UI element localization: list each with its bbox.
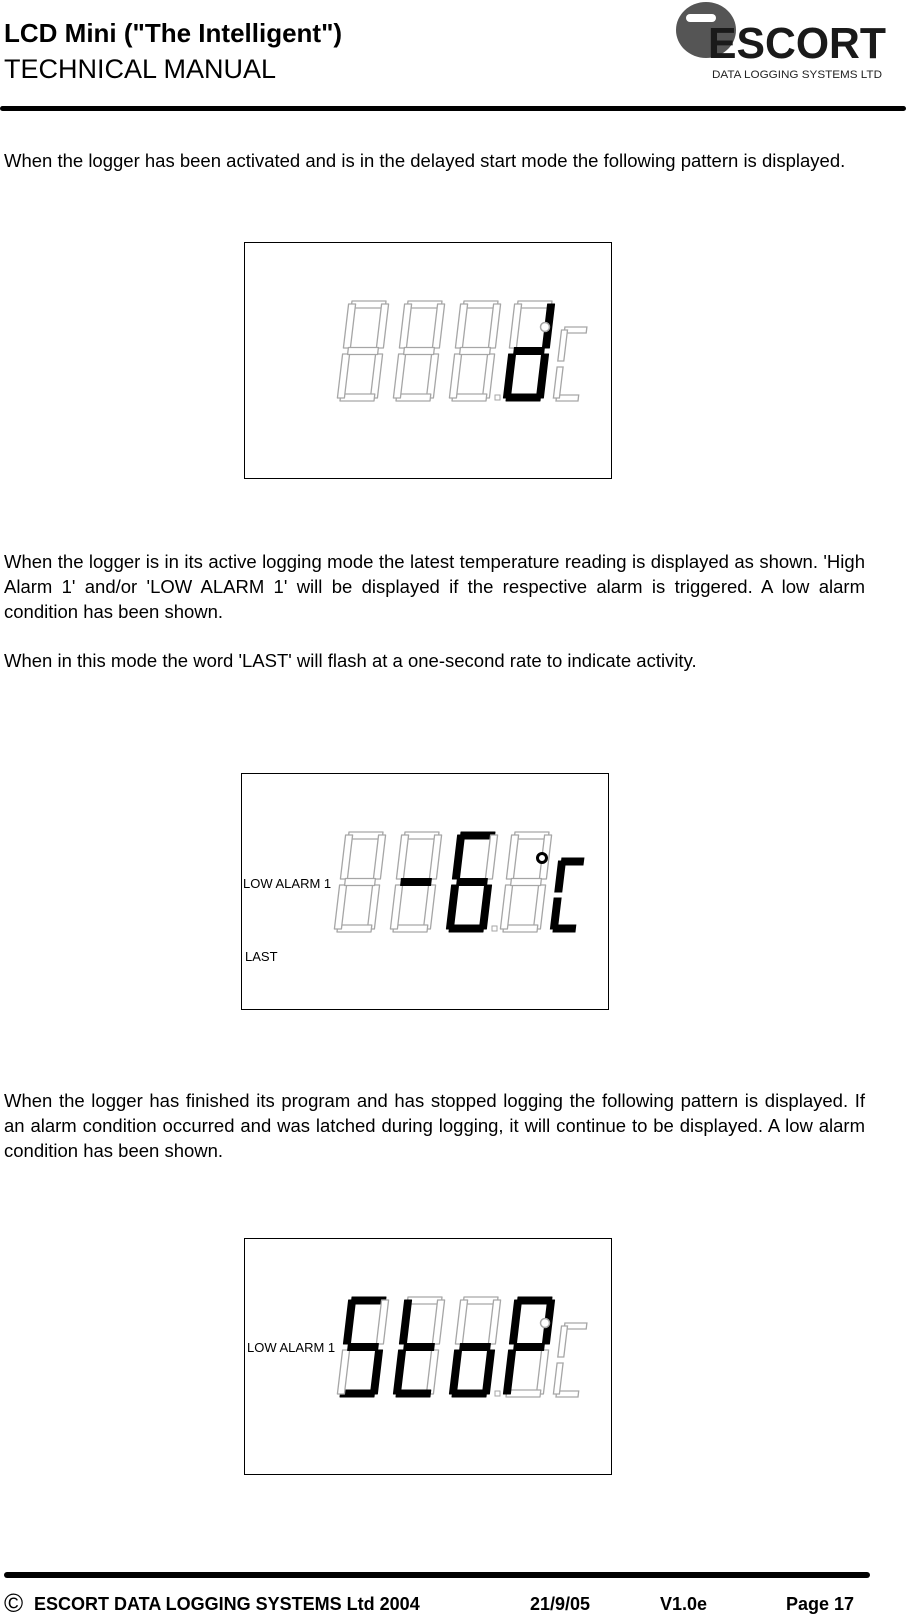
segment-g bbox=[348, 1344, 379, 1351]
lcd-digit-2 bbox=[393, 301, 444, 401]
unit-segment-e bbox=[550, 898, 561, 929]
segment-e bbox=[446, 885, 458, 929]
document-title: LCD Mini ("The Intelligent") bbox=[4, 18, 343, 48]
unit-segment-f bbox=[558, 330, 568, 361]
unit-segment-e bbox=[553, 367, 563, 398]
footer-company: ESCORT DATA LOGGING SYSTEMS Ltd 2004 bbox=[34, 1594, 420, 1614]
degree-symbol bbox=[541, 1319, 550, 1328]
segment-f bbox=[452, 835, 464, 879]
lcd-digit-2 bbox=[393, 1297, 444, 1397]
footer-divider bbox=[4, 1572, 870, 1578]
segment-f bbox=[506, 835, 518, 879]
decimal-point bbox=[495, 1391, 500, 1396]
segment-f bbox=[455, 304, 467, 348]
degree-symbol bbox=[538, 854, 547, 863]
segment-c bbox=[533, 885, 545, 929]
segment-b bbox=[488, 304, 500, 348]
segment-e bbox=[503, 354, 515, 398]
segment-g bbox=[404, 348, 435, 355]
segment-c bbox=[426, 354, 438, 398]
segment-f bbox=[343, 1300, 355, 1344]
lcd-digit-4 bbox=[503, 301, 554, 401]
segment-b bbox=[485, 835, 497, 879]
segment-c bbox=[482, 1350, 494, 1394]
segment-e bbox=[449, 1350, 461, 1394]
segment-g bbox=[460, 1344, 491, 1351]
segment-e bbox=[334, 885, 346, 929]
lcd-digit-4 bbox=[503, 1297, 554, 1397]
last-indicator: LAST bbox=[245, 949, 278, 964]
segment-b bbox=[376, 304, 388, 348]
lcd-digit-2 bbox=[390, 832, 441, 932]
segment-c bbox=[370, 1350, 382, 1394]
lcd-digit-3 bbox=[449, 301, 500, 401]
lcd-segments-delayed bbox=[245, 243, 613, 480]
segment-f bbox=[399, 304, 411, 348]
segment-b bbox=[432, 304, 444, 348]
segment-f bbox=[396, 835, 408, 879]
unit-segment-f bbox=[558, 1326, 568, 1357]
segment-g bbox=[404, 1344, 435, 1351]
segment-b bbox=[432, 1300, 444, 1344]
segment-e bbox=[503, 1350, 515, 1394]
segment-c bbox=[482, 354, 494, 398]
document-subtitle: TECHNICAL MANUAL bbox=[4, 54, 277, 84]
segment-c bbox=[536, 354, 548, 398]
segment-b bbox=[373, 835, 385, 879]
lcd-digit-4 bbox=[500, 832, 551, 932]
footer-version: V1.0e bbox=[660, 1594, 708, 1614]
logo-tagline: DATA LOGGING SYSTEMS LTD bbox=[712, 69, 883, 81]
copyright-symbol: © bbox=[4, 1588, 24, 1618]
footer-page-number: Page 17 bbox=[786, 1594, 855, 1614]
degree-symbol bbox=[541, 323, 550, 332]
segment-f bbox=[343, 304, 355, 348]
lcd-display-stopped bbox=[244, 1238, 612, 1475]
segment-g bbox=[511, 879, 542, 886]
segment-c bbox=[479, 885, 491, 929]
segment-g bbox=[460, 348, 491, 355]
segment-e bbox=[337, 354, 349, 398]
segment-b bbox=[376, 1300, 388, 1344]
paragraph-active-logging: When the logger is in its active logging mode the latest temperature reading is displayed as shown. 'High Alarm 1' and/or 'LOW ALARM 1' will be displayed if the respective alarm is triggered. A low alarm condition has been shown. bbox=[4, 551, 865, 622]
segment-g bbox=[345, 879, 376, 886]
segment-f bbox=[509, 304, 521, 348]
logo-wordmark: ESCORT bbox=[708, 19, 887, 68]
footer-date: 21/9/05 bbox=[530, 1594, 591, 1614]
lcd-digit-3 bbox=[449, 1297, 500, 1397]
lcd-digit-3 bbox=[446, 832, 497, 932]
header-divider bbox=[0, 106, 906, 111]
segment-c bbox=[423, 885, 435, 929]
segment-g bbox=[514, 1344, 545, 1351]
segment-e bbox=[393, 1350, 405, 1394]
lcd-display-delayed-start bbox=[244, 242, 612, 479]
segment-g bbox=[401, 879, 432, 886]
segment-f bbox=[455, 1300, 467, 1344]
escort-logo bbox=[668, 0, 908, 90]
segment-c bbox=[370, 354, 382, 398]
segment-e bbox=[500, 885, 512, 929]
paragraph-last-flash: When in this mode the word 'LAST' will flash at a one-second rate to indicate activity. bbox=[4, 650, 697, 671]
segment-b bbox=[429, 835, 441, 879]
unit-segment-e bbox=[553, 1363, 563, 1394]
lcd-digit-1 bbox=[337, 1297, 388, 1397]
segment-f bbox=[399, 1300, 411, 1344]
segment-e bbox=[337, 1350, 349, 1394]
paragraph-stopped: When the logger has finished its program and has stopped logging the following pattern is displayed. If an alarm condition occurred and was latched during logging, it will continue to be displayed. A low alarm condition has been shown. bbox=[4, 1090, 865, 1161]
lcd-digit-1 bbox=[334, 832, 385, 932]
segment-c bbox=[426, 1350, 438, 1394]
decimal-point bbox=[495, 395, 500, 400]
segment-f bbox=[509, 1300, 521, 1344]
segment-f bbox=[340, 835, 352, 879]
segment-e bbox=[393, 354, 405, 398]
segment-g bbox=[514, 348, 545, 355]
segment-c bbox=[536, 1350, 548, 1394]
segment-e bbox=[390, 885, 402, 929]
lcd-segments-logging bbox=[242, 774, 610, 1011]
low-alarm-indicator: LOW ALARM 1 bbox=[247, 1340, 336, 1355]
lcd-segments-stopped bbox=[245, 1239, 613, 1476]
segment-c bbox=[367, 885, 379, 929]
segment-g bbox=[348, 348, 379, 355]
lcd-display-active-logging bbox=[241, 773, 609, 1010]
lcd-digit-1 bbox=[337, 301, 388, 401]
unit-segment-f bbox=[555, 861, 566, 892]
low-alarm-indicator: LOW ALARM 1 bbox=[243, 876, 332, 891]
segment-g bbox=[457, 879, 488, 886]
segment-b bbox=[488, 1300, 500, 1344]
paragraph-delayed-start: When the logger has been activated and is in the delayed start mode the following pattern is displayed. bbox=[4, 150, 846, 171]
decimal-point bbox=[492, 926, 497, 931]
segment-e bbox=[449, 354, 461, 398]
